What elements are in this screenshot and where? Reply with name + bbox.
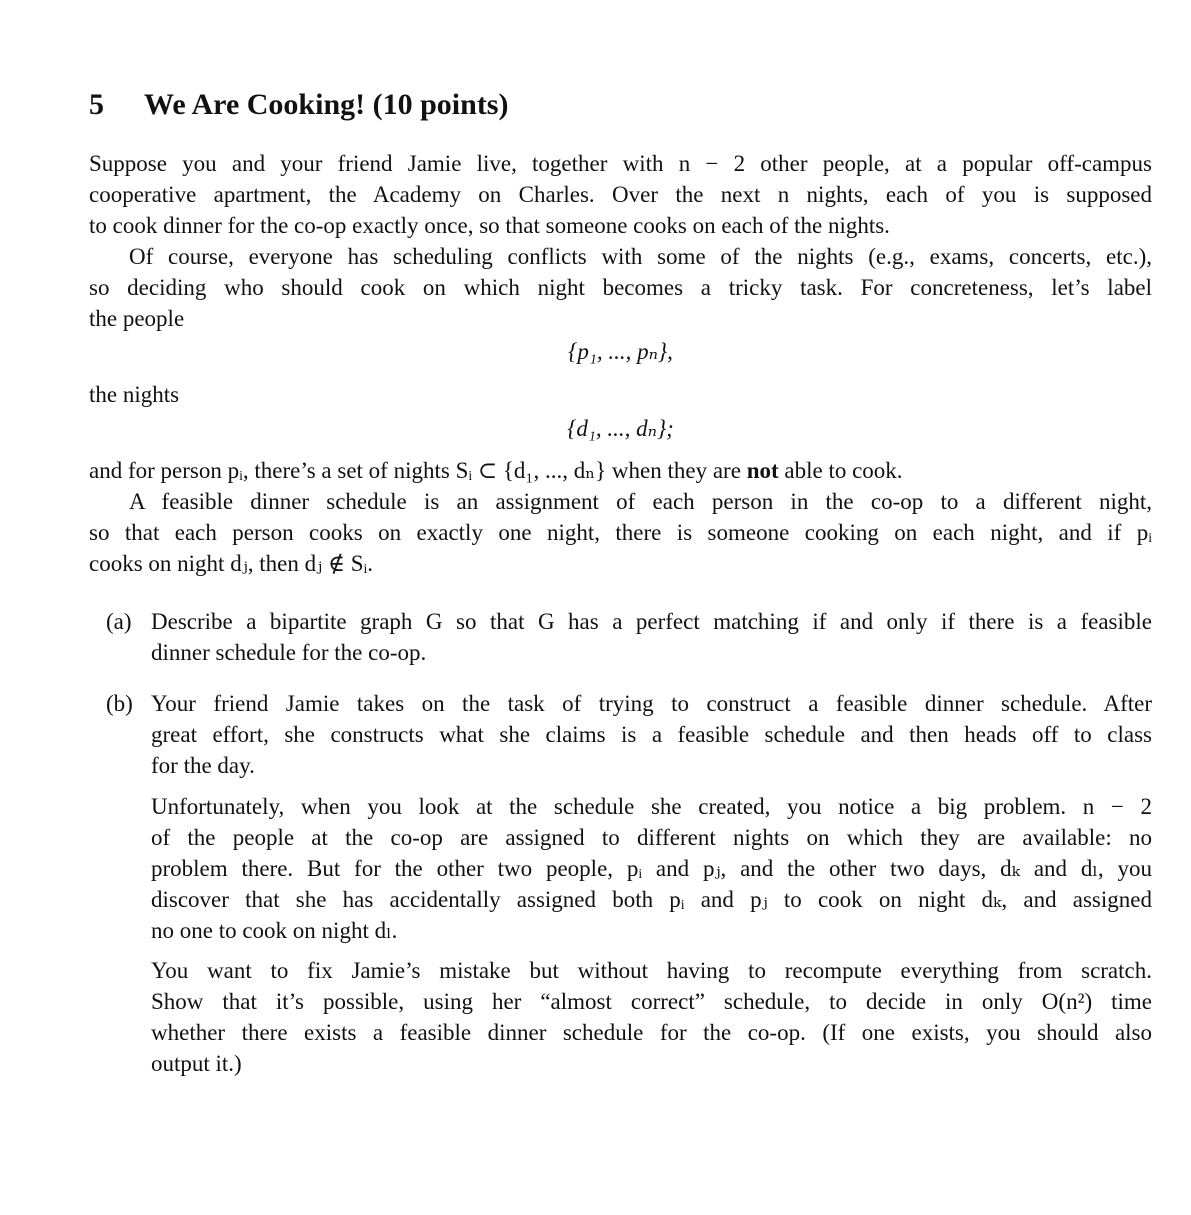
intro-line-4: Of course, everyone has scheduling conflicts with some of the nights (e.g., exams, concerts, etc.),	[129, 244, 1152, 269]
intro-line-7: the nights	[89, 382, 180, 407]
part-a-line-2: dinner schedule for the co-op.	[151, 640, 427, 665]
intro-line-11: cooks on night dⱼ, then dⱼ ∉ Sᵢ.	[89, 551, 374, 576]
intro-line-9: A feasible dinner schedule is an assignment of each person in the co-op to a different night,	[129, 489, 1152, 514]
part-b-label: (b)	[106, 691, 133, 716]
section-number: 5	[89, 88, 104, 121]
intro-line-2: cooperative apartment, the Academy on Charles. Over the next n nights, each of you is supposed	[89, 182, 1152, 207]
part-b-p1-line-1: Your friend Jamie takes on the task of trying to construct a feasible dinner schedule. After	[151, 691, 1152, 716]
intro-line-6: the people	[89, 306, 185, 331]
intro-line-8-pre: and for person pᵢ, there’s a set of nights Sᵢ ⊂ {d₁, ..., dₙ} when they are	[89, 458, 747, 483]
intro-line-8-bold: not	[746, 458, 779, 483]
part-b-p2-line-3: problem there. But for the other two people, pᵢ and pⱼ, and the other two days, dₖ and dₗ, you	[151, 856, 1152, 881]
part-b-p1-line-2: great effort, she constructs what she claims is a feasible schedule and then heads off to class	[151, 722, 1152, 747]
equation-people: {p₁, ..., pₙ},	[568, 339, 673, 364]
equation-nights: {d₁, ..., dₙ};	[567, 416, 674, 441]
part-b-p3-line-4: output it.)	[151, 1051, 242, 1076]
part-a-label: (a)	[106, 609, 132, 634]
section-title: We Are Cooking! (10 points)	[144, 88, 509, 121]
section-heading	[89, 88, 508, 122]
part-b-p2-line-4: discover that she has accidentally assigned both pᵢ and pⱼ to cook on night dₖ, and assigned	[151, 887, 1152, 912]
part-b-p2-line-1: Unfortunately, when you look at the schedule she created, you notice a big problem. n − 2	[151, 794, 1152, 819]
intro-line-3: to cook dinner for the co-op exactly once, so that someone cooks on each of the nights.	[89, 213, 890, 238]
part-b-p3-line-1: You want to fix Jamie’s mistake but without having to recompute everything from scratch.	[151, 958, 1152, 983]
part-b-p3-line-2: Show that it’s possible, using her “almost correct” schedule, to decide in only O(n²) time	[151, 989, 1152, 1014]
part-b-p3-line-3: whether there exists a feasible dinner schedule for the co-op. (If one exists, you should also	[151, 1020, 1152, 1045]
intro-line-1: Suppose you and your friend Jamie live, together with n − 2 other people, at a popular off-campus	[89, 151, 1152, 176]
intro-line-8	[89, 455, 1152, 486]
intro-line-8-post: able to cook.	[778, 458, 903, 483]
part-b-p1-line-3: for the day.	[151, 753, 255, 778]
part-b-p2-line-5: no one to cook on night dₗ.	[151, 918, 398, 943]
intro-line-10: so that each person cooks on exactly one night, there is someone cooking on each night, and if pᵢ	[89, 520, 1152, 545]
intro-line-5: so deciding who should cook on which night becomes a tricky task. For concreteness, let’s label	[89, 275, 1152, 300]
part-a-line-1: Describe a bipartite graph G so that G has a perfect matching if and only if there is a feasible	[151, 609, 1152, 634]
part-b-p2-line-2: of the people at the co-op are assigned to different nights on which they are available: no	[151, 825, 1152, 850]
